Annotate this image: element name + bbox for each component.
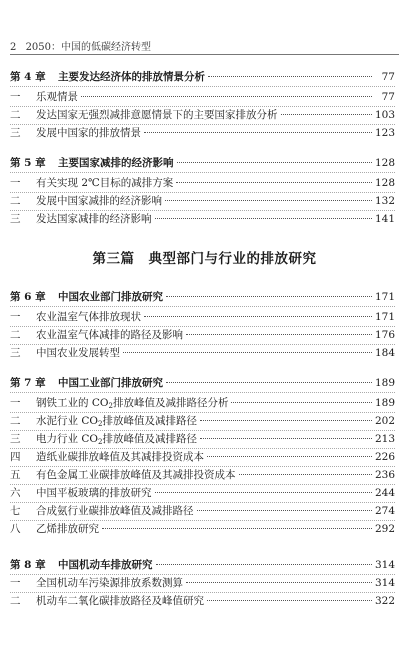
dot-leader (144, 132, 372, 133)
toc-chapter-entry[interactable] (10, 290, 395, 304)
toc-section-entry[interactable] (10, 468, 395, 482)
toc-entry-number: 一 (10, 397, 21, 409)
toc-section-entry[interactable] (10, 576, 395, 590)
dot-leader (186, 582, 372, 583)
toc-entry-page: 314 (374, 559, 395, 571)
separator (10, 344, 395, 345)
toc-entry-number: 第 5 章 (10, 157, 46, 169)
toc-entry-number: 二 (10, 595, 21, 607)
toc-entry-title: 全国机动车污染源排放系数测算 (36, 577, 183, 589)
toc-entry-number: 一 (10, 577, 21, 589)
dot-leader (102, 528, 372, 529)
toc-entry-number: 六 (10, 487, 21, 499)
toc-section-entry[interactable] (10, 108, 395, 122)
toc-entry-page: 189 (374, 377, 395, 389)
dot-leader (200, 438, 372, 439)
toc-entry-number: 二 (10, 415, 21, 427)
toc-entry-number: 三 (10, 127, 21, 139)
toc-chapter-entry[interactable] (10, 558, 395, 572)
toc-section-entry[interactable] (10, 212, 395, 226)
toc-entry-page: 171 (374, 291, 395, 303)
dot-leader (165, 200, 372, 201)
toc-section-entry[interactable] (10, 90, 395, 104)
dot-leader (207, 456, 372, 457)
toc-section-entry[interactable] (10, 594, 395, 608)
toc-entry-number: 一 (10, 311, 21, 323)
toc-entry-number: 第 4 章 (10, 71, 46, 83)
toc-entry-page: 184 (374, 347, 395, 359)
toc-entry-title: 合成氨行业碳排放峰值及减排路径 (36, 505, 194, 517)
toc-section-entry[interactable] (10, 432, 395, 446)
toc-entry-page: 314 (374, 577, 395, 589)
part-title: 第三篇 典型部门与行业的排放研究 (92, 251, 317, 267)
toc-entry-title: 主要发达经济体的排放情景分析 (58, 71, 205, 83)
separator (10, 392, 395, 393)
toc-entry-title: 中国农业部门排放研究 (58, 291, 163, 303)
toc-entry-title: 农业温室气体减排的路径及影响 (36, 329, 183, 341)
toc-section-entry[interactable] (10, 396, 395, 410)
toc-entry-title: 有色金属工业碳排放峰值及其减排投资成本 (36, 469, 236, 481)
toc-entry-number: 八 (10, 523, 21, 535)
dot-leader (207, 600, 372, 601)
separator (10, 306, 395, 307)
toc-entry-title: 发展中国家的排放情景 (36, 127, 141, 139)
toc-entry-number: 三 (10, 433, 21, 445)
toc-section-entry[interactable] (10, 328, 395, 342)
separator (10, 574, 395, 575)
dot-leader (197, 510, 372, 511)
toc-entry-page: 274 (374, 505, 395, 517)
toc-entry-page: 322 (374, 595, 395, 607)
toc-entry-number: 二 (10, 329, 21, 341)
separator (10, 86, 395, 87)
toc-section-entry[interactable] (10, 450, 395, 464)
toc-entry-page: 128 (374, 157, 395, 169)
toc-section-entry[interactable] (10, 486, 395, 500)
toc-section-entry[interactable] (10, 176, 395, 190)
toc-entry-title: 主要国家减排的经济影响 (58, 157, 174, 169)
dot-leader (166, 382, 372, 383)
toc-entry-page: 236 (374, 469, 395, 481)
toc-entry-number: 一 (10, 91, 21, 103)
toc-entry-title: 发达国家减排的经济影响 (36, 213, 152, 225)
toc-chapter-entry[interactable] (10, 376, 395, 390)
toc-entry-title: 中国机动车排放研究 (58, 559, 153, 571)
toc-entry-page: 176 (374, 329, 395, 341)
toc-entry-page: 77 (381, 71, 395, 83)
toc-entry-number: 二 (10, 109, 21, 121)
dot-leader (200, 420, 372, 421)
toc-section-entry[interactable] (10, 194, 395, 208)
dot-leader (231, 402, 372, 403)
toc-entry-title: 乐观情景 (36, 91, 78, 103)
toc-entry-title: 钢铁工业的 $CO_2$排放峰值及减排路径分析 (36, 397, 229, 410)
book-title: 2050：中国的低碳经济转型 (25, 42, 152, 53)
toc-entry-page: 189 (374, 397, 395, 409)
toc-entry-page: 123 (374, 127, 395, 139)
toc-entry-title: 电力行业 $CO_2$排放峰值及减排路径 (36, 433, 197, 446)
dot-leader (176, 182, 372, 183)
toc-entry-page: 132 (374, 195, 395, 207)
toc-entry-page: 202 (374, 415, 395, 427)
toc-entry-number: 第 6 章 (10, 291, 46, 303)
dot-leader (155, 218, 372, 219)
separator (10, 484, 395, 485)
separator (10, 466, 395, 467)
dot-leader (177, 162, 372, 163)
toc-entry-title: 发达国家无强烈减排意愿情景下的主要国家排放分析 (36, 109, 278, 121)
subscript: 2 (97, 420, 103, 428)
separator (10, 412, 395, 413)
toc-entry-title: 有关实现 2℃目标的减排方案 (36, 177, 174, 189)
separator (10, 106, 395, 107)
subscript: 2 (97, 438, 103, 446)
separator (10, 326, 395, 327)
toc-section-entry[interactable] (10, 310, 395, 324)
toc-entry-page: 244 (374, 487, 395, 499)
toc-entry-page: 141 (374, 213, 395, 225)
dot-leader (239, 474, 372, 475)
toc-entry-number: 二 (10, 195, 21, 207)
separator (10, 124, 395, 125)
toc-section-entry[interactable] (10, 504, 395, 518)
toc-entry-number: 三 (10, 213, 21, 225)
toc-entry-title: 发展中国家减排的经济影响 (36, 195, 162, 207)
subscript: 2 (108, 402, 113, 410)
toc-entry-number: 一 (10, 177, 21, 189)
toc-entry-title: 机动车二氧化碳排放路径及峰值研究 (36, 595, 204, 607)
dot-leader (144, 316, 372, 317)
toc-section-entry[interactable] (10, 522, 395, 536)
toc-entry-number: 四 (10, 451, 21, 463)
separator (10, 592, 395, 593)
page-number: 2 (10, 42, 17, 53)
dot-leader (123, 352, 372, 353)
toc-entry-title: 农业温室气体排放现状 (36, 311, 141, 323)
toc-entry-number: 三 (10, 347, 21, 359)
separator (10, 172, 395, 173)
toc-entry-page: 77 (381, 91, 395, 103)
separator (10, 520, 395, 521)
toc-section-entry[interactable] (10, 346, 395, 360)
toc-entry-number: 五 (10, 469, 21, 481)
toc-section-entry[interactable] (10, 414, 395, 428)
toc-entry-title: 中国平板玻璃的排放研究 (36, 487, 152, 499)
dot-leader (81, 96, 372, 97)
toc-entry-page: 226 (374, 451, 395, 463)
toc-entry-page: 103 (374, 109, 395, 121)
toc-entry-number: 第 8 章 (10, 559, 46, 571)
separator (10, 210, 395, 211)
toc-entry-number: 第 7 章 (10, 377, 46, 389)
separator (10, 448, 395, 449)
dot-leader (155, 492, 372, 493)
header-rule (10, 54, 399, 55)
dot-leader (166, 296, 372, 297)
toc-entry-title: 中国农业发展转型 (36, 347, 120, 359)
toc-entry-title: 中国工业部门排放研究 (58, 377, 163, 389)
toc-entry-title: 乙烯排放研究 (36, 523, 99, 535)
toc-entry-title: 水泥行业 $CO_2$排放峰值及减排路径 (36, 415, 197, 428)
toc-section-entry[interactable] (10, 126, 395, 140)
toc-entry-page: 292 (374, 523, 395, 535)
running-head (10, 38, 151, 53)
dot-leader (281, 114, 372, 115)
dot-leader (186, 334, 372, 335)
toc-chapter-entry[interactable] (10, 156, 395, 170)
toc-entry-page: 128 (374, 177, 395, 189)
dot-leader (208, 76, 372, 77)
toc-entry-number: 七 (10, 505, 21, 517)
dot-leader (156, 564, 372, 565)
toc-entry-page: 213 (374, 433, 395, 445)
separator (10, 502, 395, 503)
separator (10, 430, 395, 431)
toc-entry-title: 造纸业碳排放峰值及其减排投资成本 (36, 451, 204, 463)
separator (10, 192, 395, 193)
toc-chapter-entry[interactable] (10, 70, 395, 84)
toc-entry-page: 171 (374, 311, 395, 323)
